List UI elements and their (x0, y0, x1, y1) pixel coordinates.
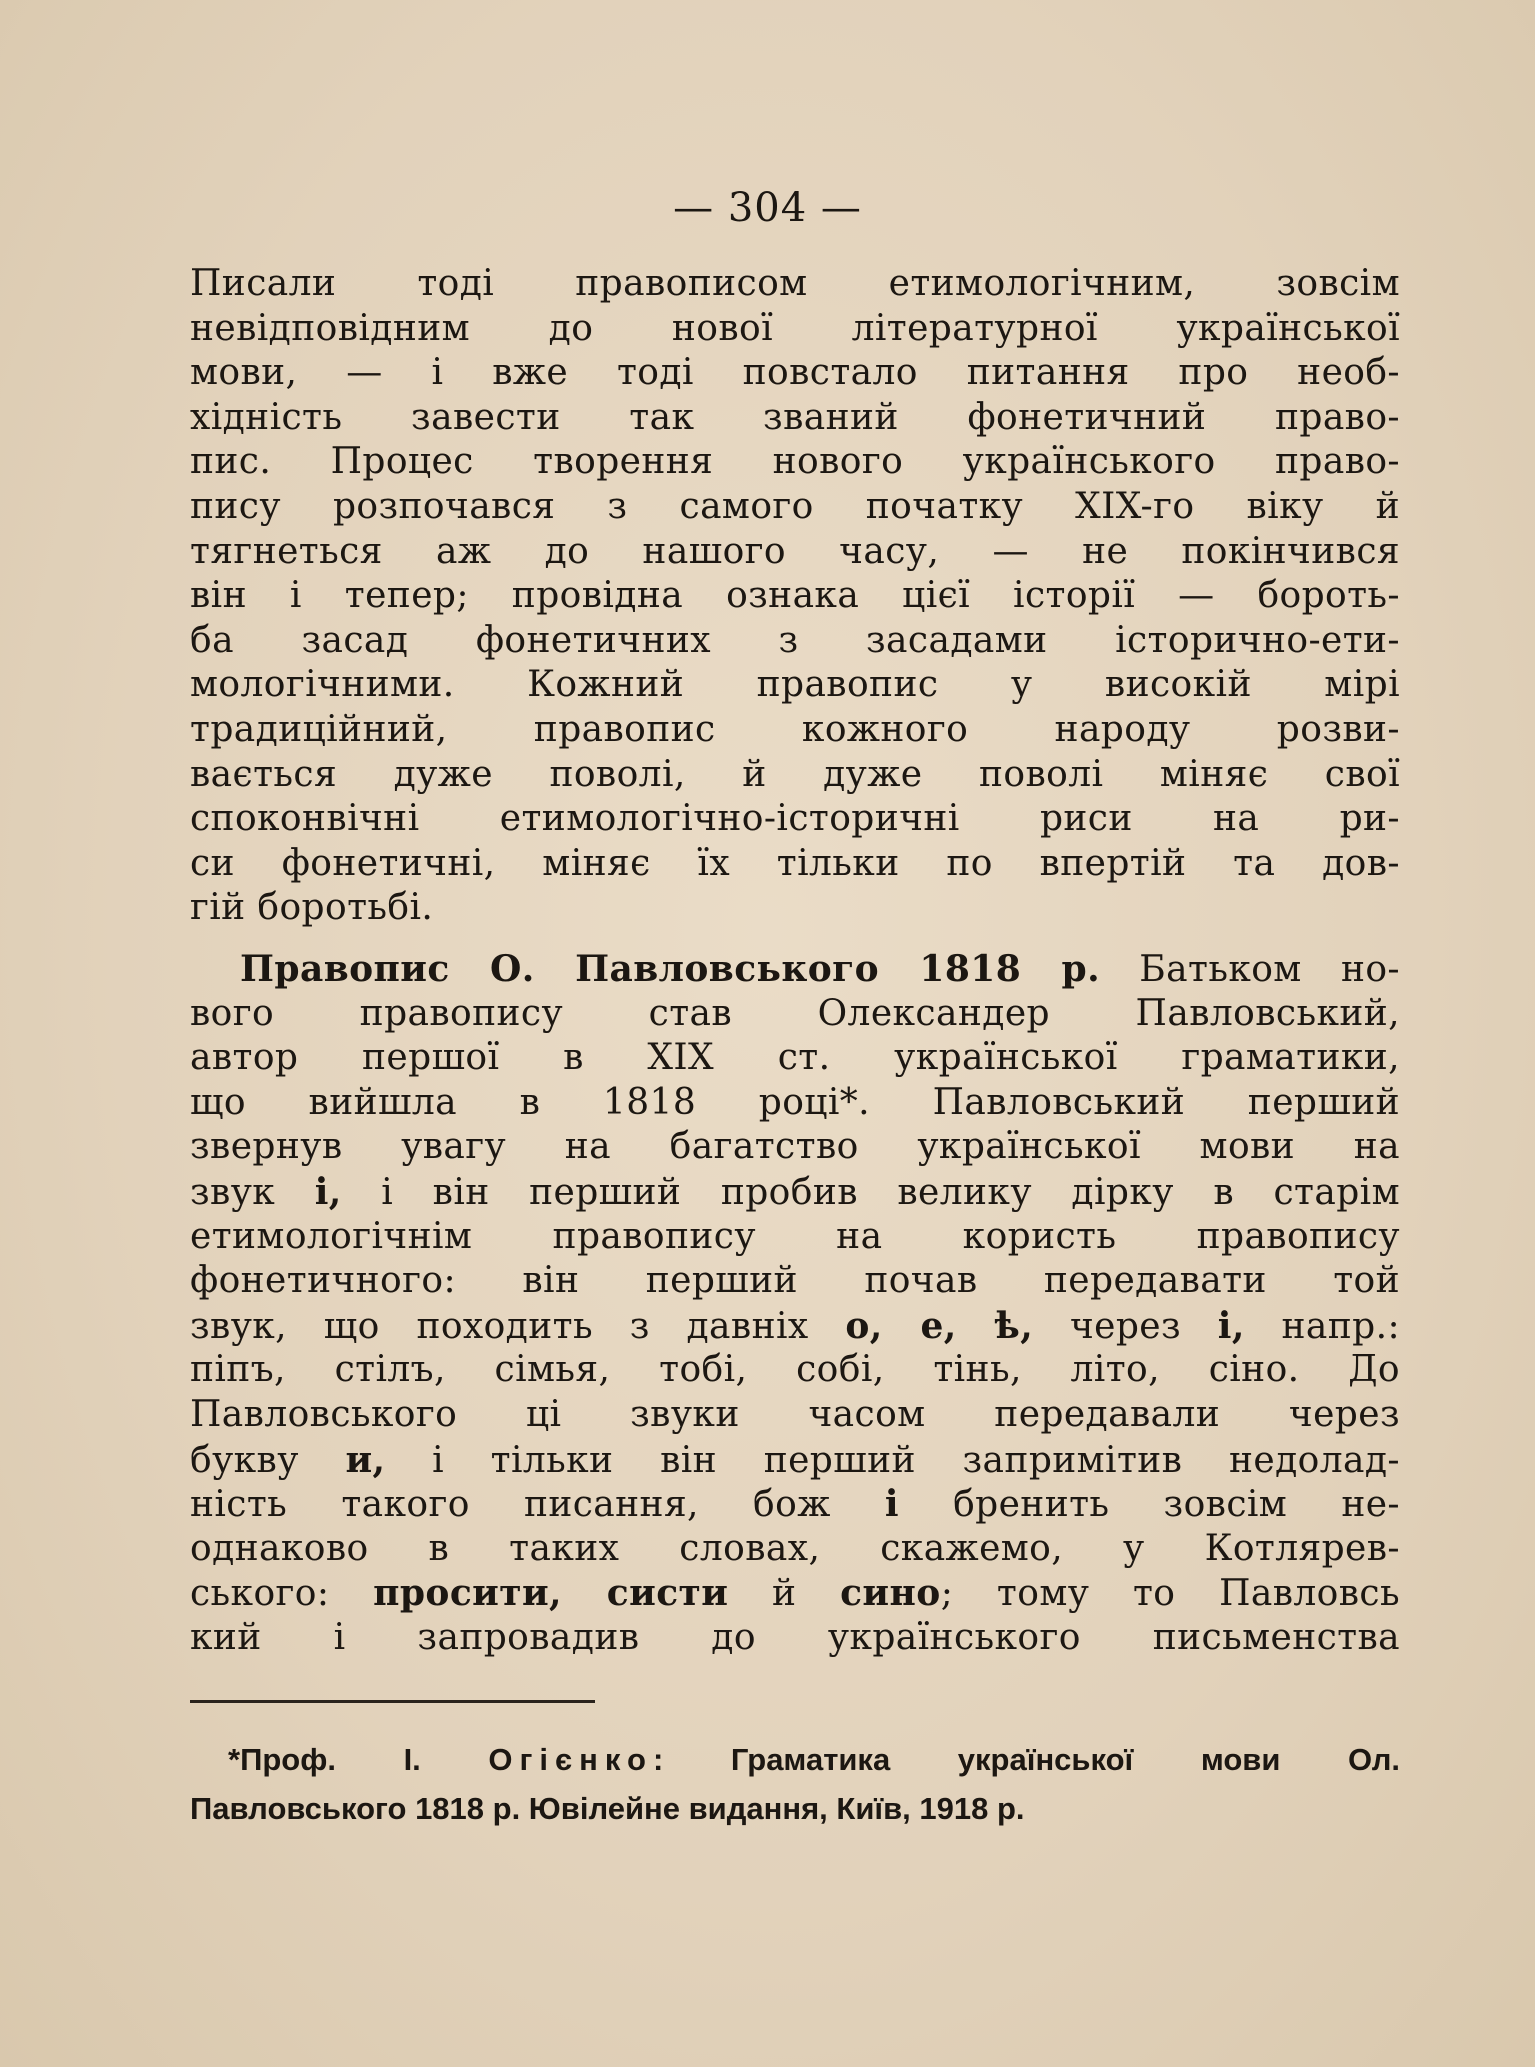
text-run: через (1033, 1305, 1218, 1347)
text-line: вого правопису став Олександер Павловський, (190, 992, 1400, 1034)
text-run: бренить зовсім не- (898, 1484, 1400, 1526)
text-line: мологічними. Кожний правопис у високій мірі (190, 664, 1400, 706)
text-line: ба засад фонетичних з засадами історично-ети- (190, 619, 1400, 661)
text-line: він і тепер; провідна ознака цієї історії — бороть- (190, 575, 1400, 617)
text-run: й (728, 1573, 841, 1615)
text-line (190, 1482, 1400, 1527)
text-line: гій боротьбі. (190, 887, 434, 929)
text-line (190, 947, 1400, 992)
text-run: Батьком но- (1100, 949, 1400, 990)
emphasis: и, (345, 1438, 386, 1481)
text-line: тягнеться аж до нашого часу, — не покінчився (190, 530, 1400, 572)
text-line: невідповідним до нової літературної української (190, 307, 1400, 349)
emphasis: і (884, 1483, 899, 1526)
text-line: споконвічні етимологічно-історичні риси на ри- (190, 798, 1400, 840)
text-run: звук, що походить з давніх (190, 1305, 846, 1347)
text-run: і він перший пробив велику дірку в старім (341, 1171, 1401, 1213)
emphasis: просити, систи (373, 1572, 729, 1615)
text-run: ського: (190, 1573, 374, 1615)
emphasis: і, (314, 1170, 342, 1213)
text-line: мови, — і вже тоді повстало питання про необ- (190, 352, 1400, 394)
text-line (190, 1571, 1400, 1616)
text-line: хідність завести так званий фонетичний право- (190, 396, 1400, 438)
text-line: пис. Процес творення нового українського право- (190, 441, 1400, 483)
text-line: що вийшла в 1818 році*. Павловський перший (190, 1081, 1400, 1123)
text-run: : Граматика української мови Ол. (652, 1742, 1401, 1777)
text-line: однаково в таких словах, скажемо, у Котлярев- (190, 1527, 1400, 1569)
paragraph-pavlovsky (190, 947, 1400, 1661)
footnote (190, 1735, 1400, 1833)
footnote-line (190, 1735, 1400, 1784)
text-line (190, 1170, 1400, 1215)
text-line: вається дуже поволі, й дуже поволі міняє свої (190, 753, 1400, 795)
text-run: Проф. І. (240, 1742, 489, 1777)
text-run: звук (190, 1171, 315, 1213)
footnote-author: Огієнко (488, 1742, 653, 1777)
emphasis: і, (1217, 1304, 1245, 1347)
text-line: фонетичного: він перший почав передавати той (190, 1260, 1400, 1302)
text-line (190, 1304, 1400, 1349)
text-run: ; тому то Павловсь (940, 1573, 1400, 1615)
footnote-line: Павловського 1818 р. Ювілейне видання, Київ, 1918 р. (190, 1791, 1025, 1826)
text-line: автор першої в XIX ст. української граматики, (190, 1037, 1400, 1079)
text-line: кий і запровадив до українського письменства (190, 1616, 1400, 1658)
text-run: напр.: (1244, 1305, 1400, 1347)
text-run: ність такого писання, бож (190, 1484, 885, 1526)
text-run: букву (190, 1439, 346, 1481)
text-line: Писали тоді правописом етимологічним, зовсім (190, 263, 1400, 304)
emphasis: сино (840, 1572, 941, 1615)
text-line: Павловського ці звуки часом передавали через (190, 1393, 1400, 1435)
footnote-divider (190, 1700, 595, 1703)
text-line: пису розпочався з самого початку XIX-го віку й (190, 485, 1400, 527)
section-heading: Правопис О. Павловського 1818 р. (240, 948, 1101, 990)
footnote-marker: * (228, 1742, 241, 1777)
text-line: си фонетичні, міняє їх тільки по впертій та дов- (190, 842, 1400, 884)
text-line: звернув увагу на багатство української мови на (190, 1126, 1400, 1168)
text-run: і тільки він перший запримітив недолад- (385, 1439, 1400, 1481)
page-number: — 304 — (673, 185, 862, 231)
text-line (190, 1438, 1400, 1483)
emphasis: о, е, ѣ, (845, 1304, 1034, 1347)
paragraph-orthography-history (190, 262, 1400, 931)
text-line: етимологічнім правопису на користь правопису (190, 1215, 1400, 1257)
text-line: традиційний, правопис кожного народу розви- (190, 708, 1400, 750)
text-line: піпъ, стілъ, сімья, тобі, собі, тінь, літо, сіно. До (190, 1349, 1400, 1391)
